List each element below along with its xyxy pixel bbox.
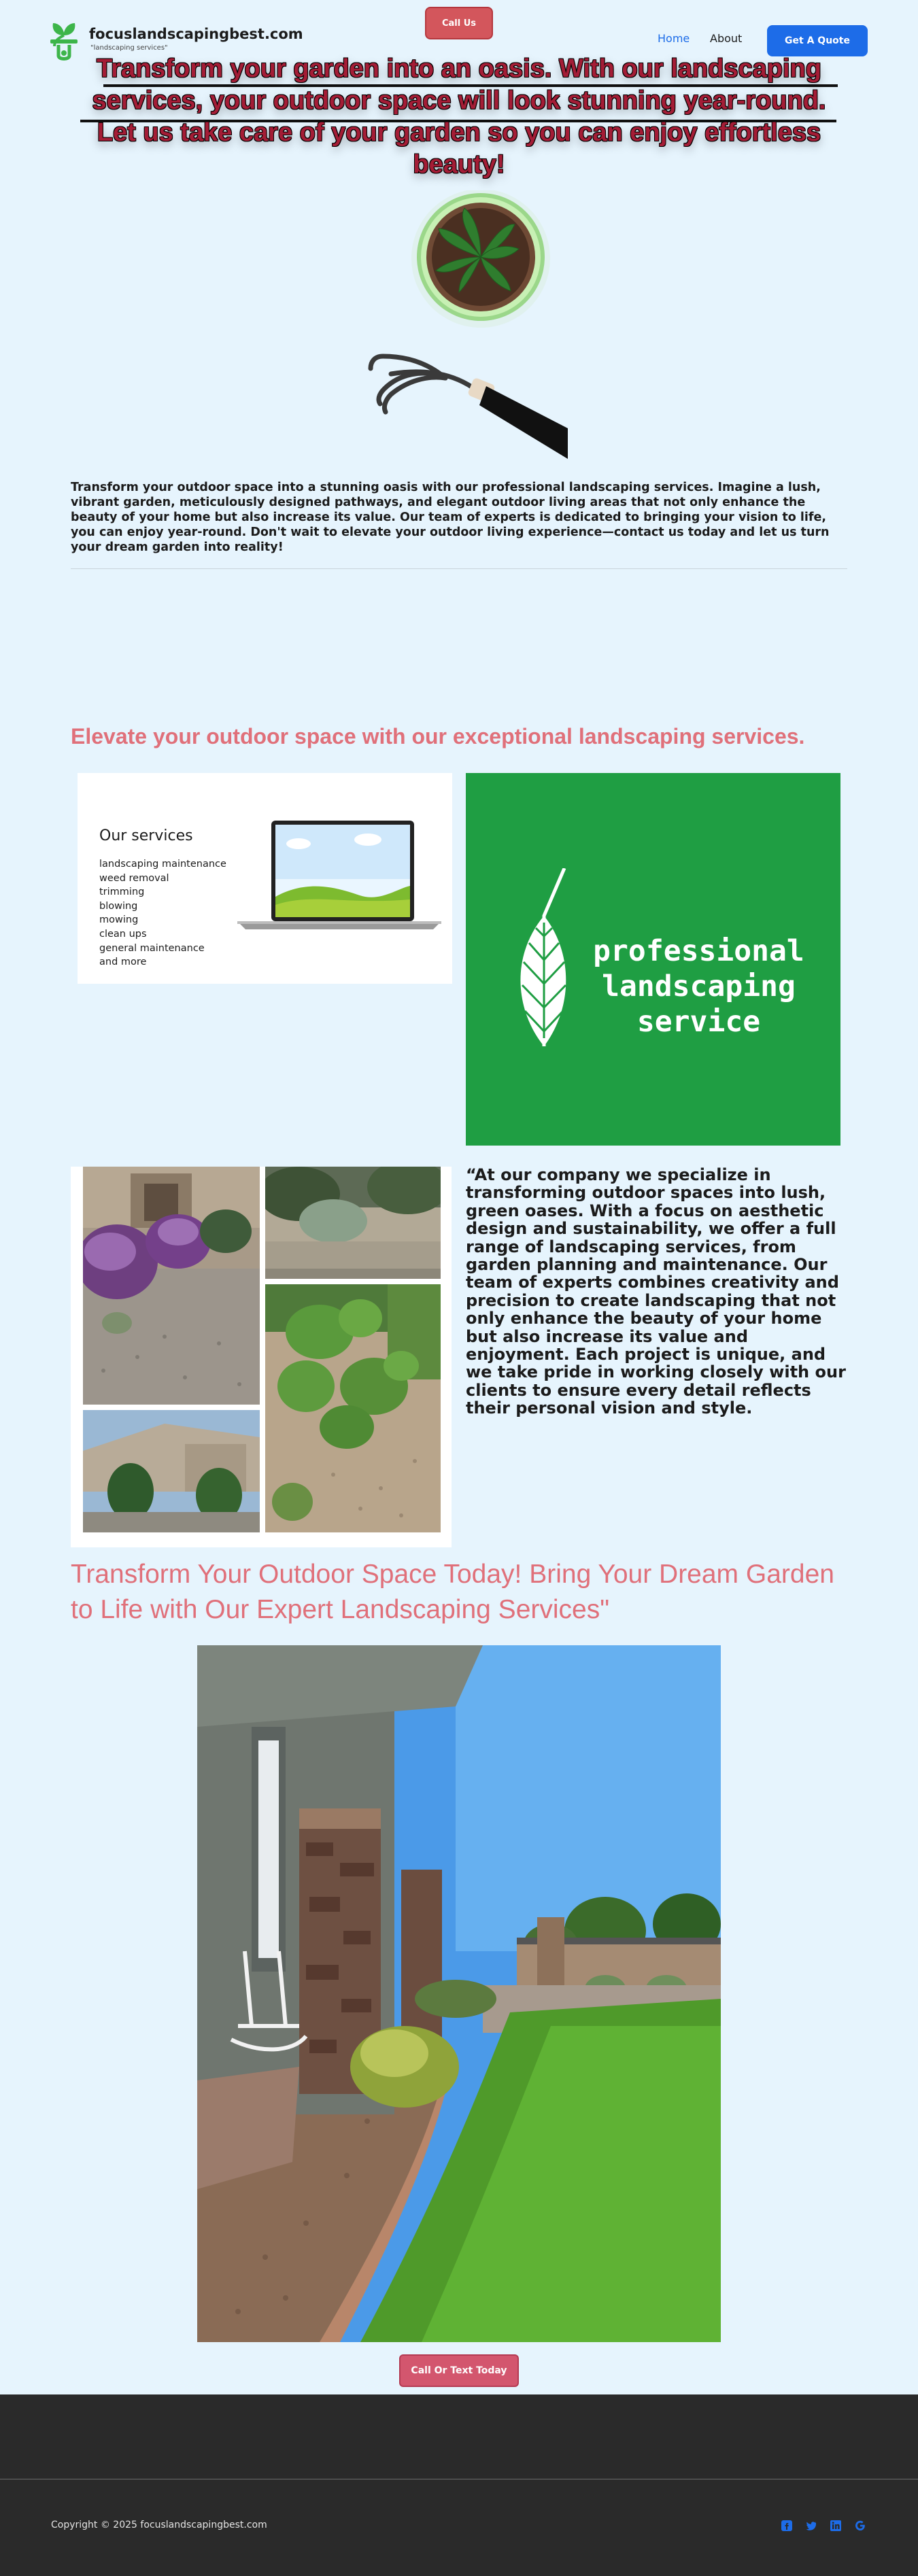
twitter-icon[interactable] — [805, 2520, 817, 2532]
service-item: weed removal — [99, 872, 169, 884]
professional-service-banner — [466, 773, 840, 1146]
linkedin-icon[interactable] — [830, 2520, 842, 2532]
topiary-photo — [265, 1284, 441, 1532]
laptop-illustration — [237, 821, 441, 936]
promo-line: professional — [593, 934, 804, 968]
site-name[interactable]: focuslandscapingbest.com — [89, 26, 303, 42]
service-item: landscaping maintenance — [99, 859, 226, 870]
project-photo-collage — [71, 1167, 452, 1547]
nav-home-link[interactable]: Home — [658, 32, 690, 45]
service-item: clean ups — [99, 928, 147, 940]
cta-heading: Transform Your Outdoor Space Today! Bring Your Dream Garden to Life with Our Expert Landscaping Services" — [71, 1560, 834, 1624]
promo-line: service — [636, 1005, 761, 1039]
backyard-lawn-photo — [197, 1645, 721, 2342]
nav-about-link[interactable]: About — [710, 32, 743, 45]
desert-yard-photo — [265, 1167, 441, 1279]
promo-line: landscaping — [602, 969, 796, 1003]
intro-paragraph: Transform your outdoor space into a stunning oasis with our professional landscaping services. Imagine a lush, vibrant garden, meticulously designed pathways, and elegant outdoor living areas that not only enhance the beauty of your home but also increase its value. Our team of experts is dedicated to bringing your vision to life, you can enjoy year-round. Don't wait to elevate your outdoor living experience—contact us today and let us turn your dream garden into reality! — [71, 481, 830, 554]
services-card-title: Our services — [99, 827, 193, 844]
about-quote: “At our company we specialize in transforming outdoor spaces into lush, green oases. With a focus on aesthetic design and sustainability, we offer a full range of landscaping services, from garden planning and maintenance. Our team of experts combines creativity and precision to create landscaping that not only enhance the beauty of your home but also increase its value and enjoyment. Each project is unique, and we take pride in working closely with our clients to ensure every detail reflects their personal vision and style. — [466, 1165, 846, 1418]
leaf-icon — [510, 868, 578, 1052]
facebook-icon[interactable] — [781, 2520, 793, 2532]
hero-title: Transform your garden into an oasis. With our landscaping services, your outdoor space will look stunning year-round. Let us take care of your garden so you can enjoy effortless beauty! — [92, 54, 826, 179]
section-divider — [71, 568, 847, 569]
services-list — [99, 857, 226, 969]
purple-shrubs-photo — [83, 1167, 260, 1405]
service-item: and more — [99, 957, 147, 968]
call-or-text-button[interactable]: Call Or Text Today — [399, 2354, 519, 2387]
copyright-text: Copyright © 2025 focuslandscapingbest.com — [51, 2520, 267, 2530]
services-card — [78, 773, 452, 984]
site-tagline: "landscaping services" — [90, 44, 168, 52]
front-yard-photo — [83, 1410, 260, 1532]
service-item: trimming — [99, 887, 145, 898]
call-us-button[interactable]: Call Us — [425, 7, 493, 39]
professional-service-text — [575, 933, 823, 1040]
service-item: mowing — [99, 914, 139, 926]
google-icon[interactable] — [854, 2520, 866, 2532]
service-item: blowing — [99, 900, 138, 912]
garden-tools-illustration — [350, 190, 568, 459]
get-a-quote-button[interactable]: Get A Quote — [767, 25, 868, 56]
service-item: general maintenance — [99, 942, 205, 954]
site-footer — [0, 2394, 918, 2576]
services-heading: Elevate your outdoor space with our exceptional landscaping services. — [71, 724, 805, 749]
